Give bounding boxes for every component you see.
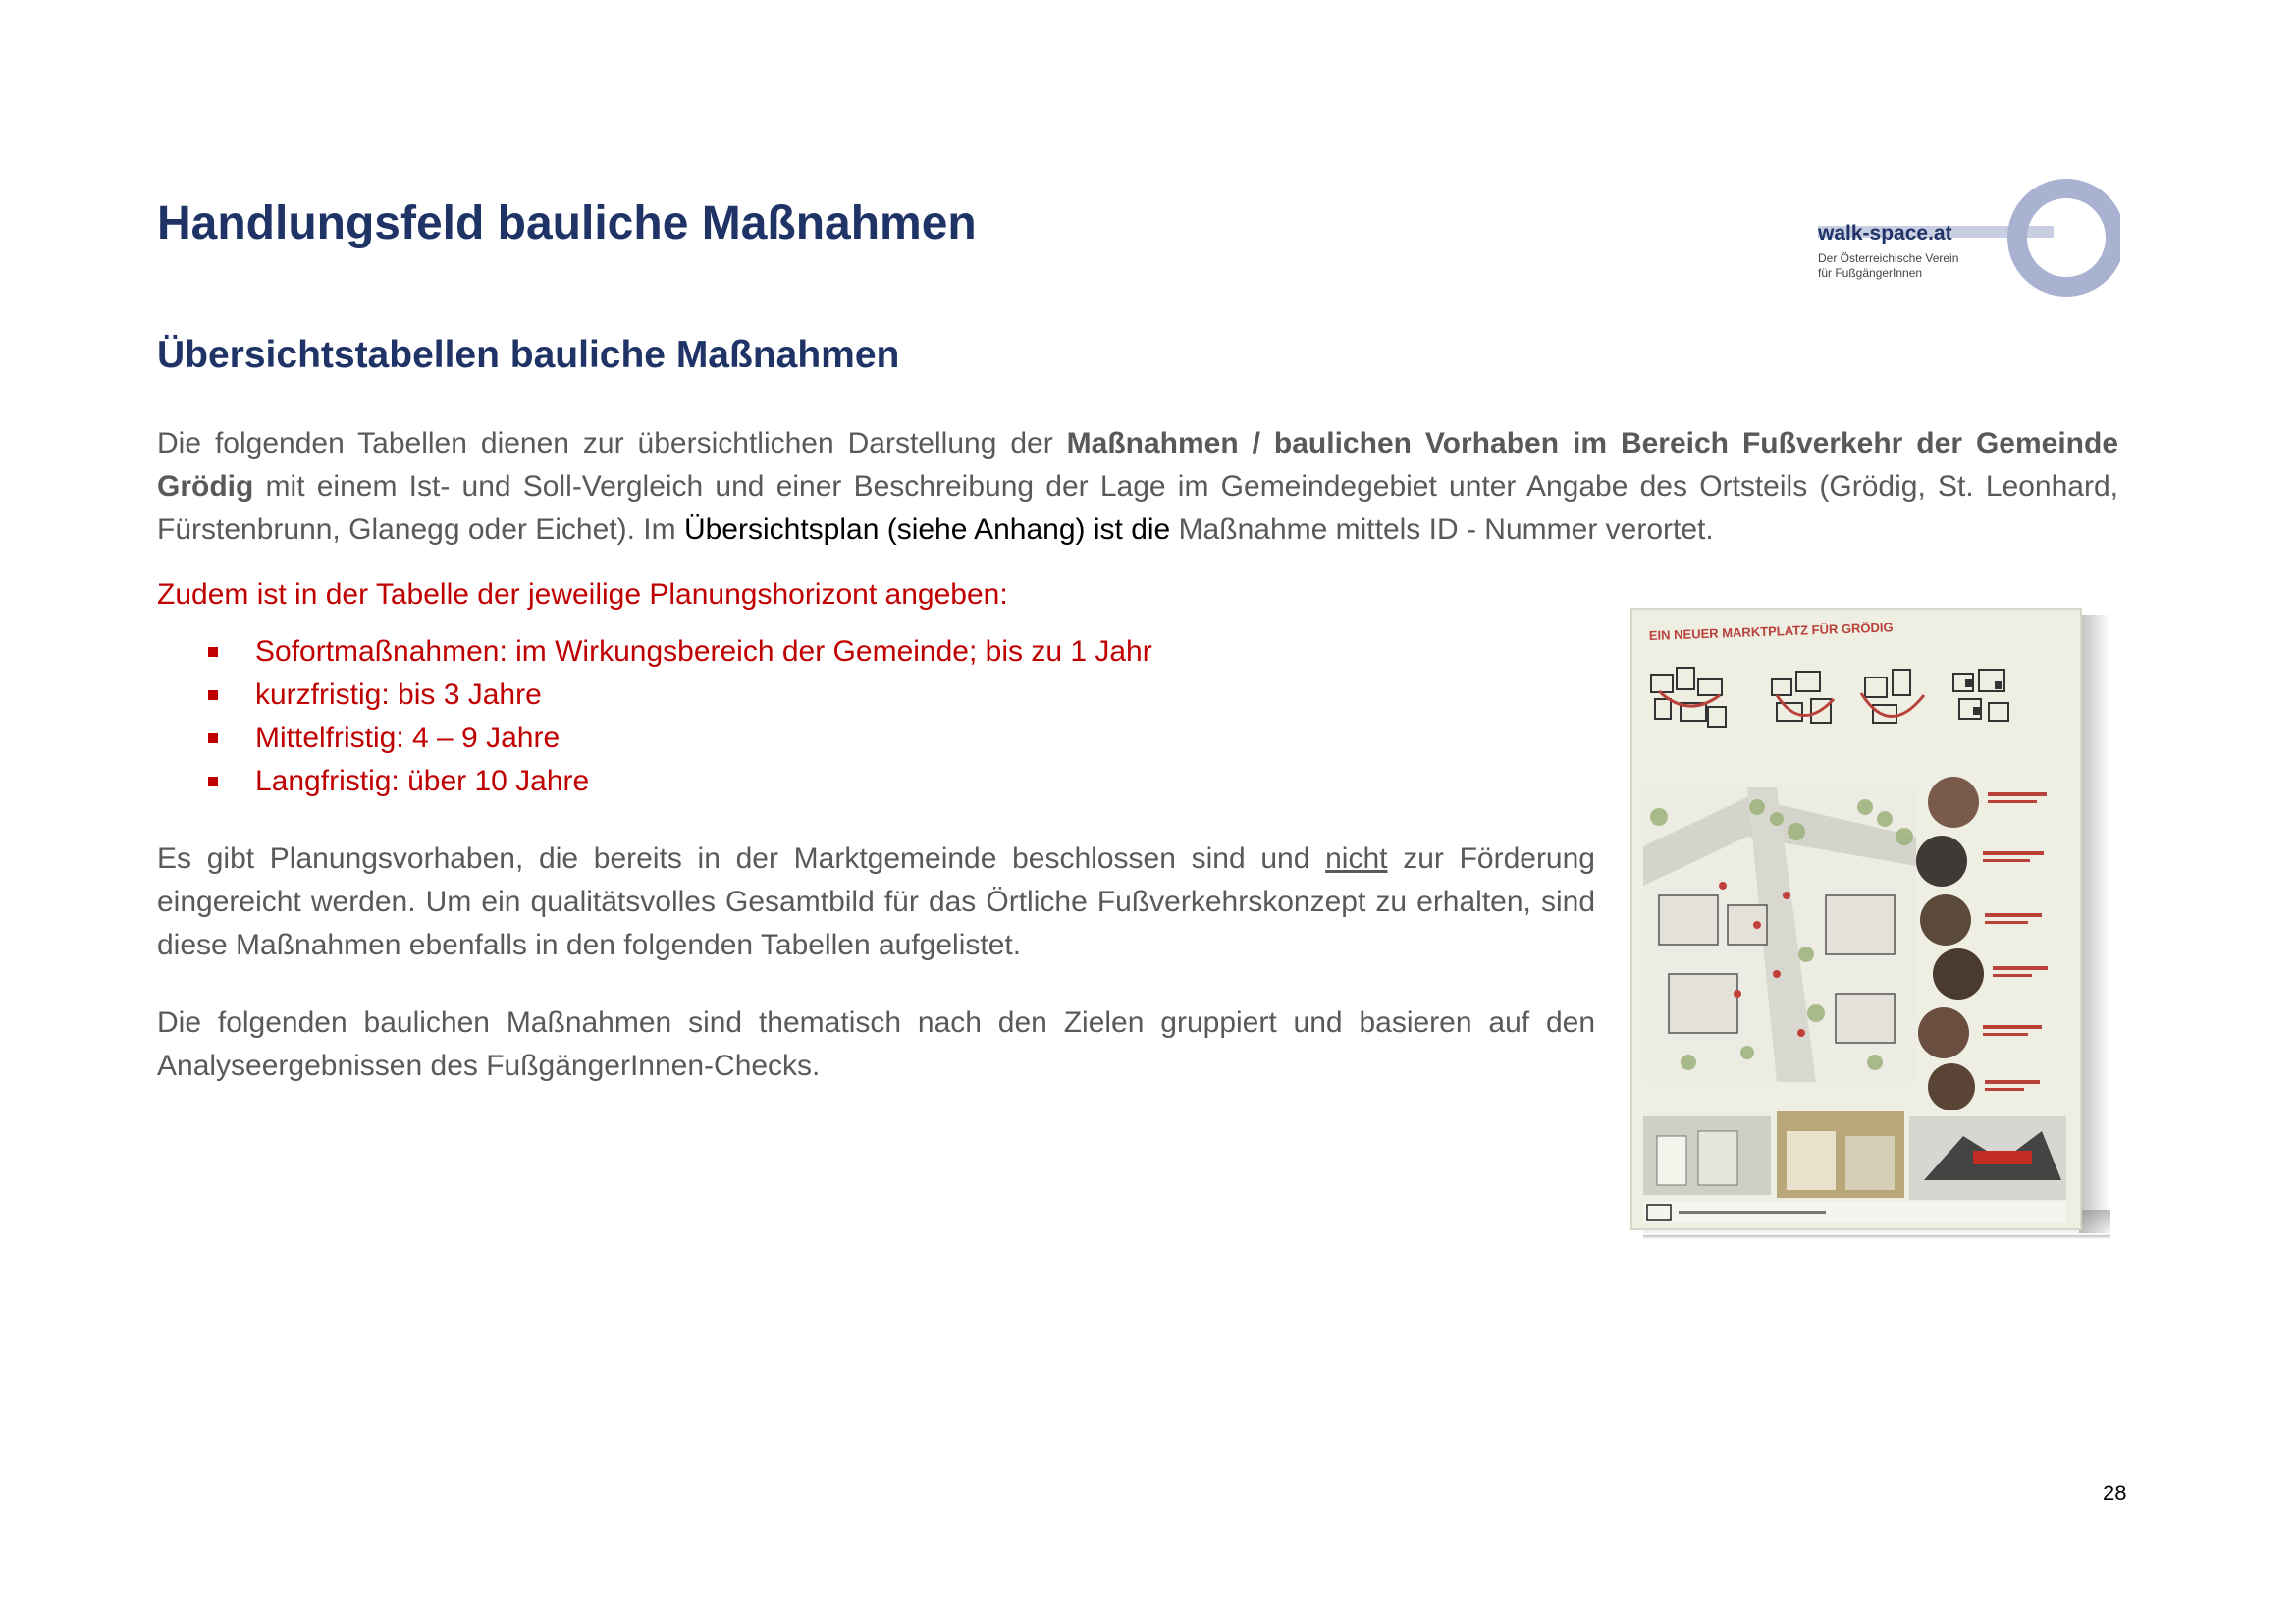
square-bullet-icon xyxy=(208,690,218,700)
intro-text-bold: Maßnahmen / baulichen Vorhaben im Bereich Fußverkehr der Gemeinde Grödig xyxy=(157,427,2118,503)
projects-text-a: Es gibt Planungsvorhaben, die bereits in der Marktgemeinde beschlossen sind und xyxy=(157,842,1326,875)
list-item xyxy=(206,630,1152,674)
logo-name: walk-space.at xyxy=(1818,222,1952,244)
intro-text-a: Die folgenden Tabellen dienen zur übersichtlichen Darstellung der xyxy=(157,427,1067,460)
list-item-text: Sofortmaßnahmen: im Wirkungsbereich der Gemeinde; bis zu 1 Jahr xyxy=(255,635,1152,668)
planning-projects-paragraph xyxy=(157,838,1595,967)
marketplace-poster-image xyxy=(1629,601,2120,1239)
intro-text-b: mit einem Ist- und Soll-Vergleich und einer Beschreibung der Lage im Gemeindegebiet unter Angabe des Ortsteils (Grödig, St. Leonhard, Fürstenbrunn, Glanegg oder Eichet). Im xyxy=(157,470,2118,546)
logo-tagline-1: Der Österreichische Verein xyxy=(1818,251,1959,265)
page-number: 28 xyxy=(2103,1481,2127,1505)
planning-horizon-intro: Zudem ist in der Tabelle der jeweilige Planungshorizont angeben: xyxy=(157,578,1008,611)
square-bullet-icon xyxy=(208,777,218,786)
poster-heading: EIN NEUER MARKTPLATZ FÜR GRÖDIG xyxy=(1648,620,1894,643)
grouping-paragraph: Die folgenden baulichen Maßnahmen sind thematisch nach den Zielen gruppiert und basieren auf den Analyseergebnissen des FußgängerInnen-Checks. xyxy=(157,1006,1595,1082)
square-bullet-icon xyxy=(208,647,218,657)
list-item-text: Mittelfristig: 4 – 9 Jahre xyxy=(255,722,561,754)
square-bullet-icon xyxy=(208,733,218,743)
list-item-text: kurzfristig: bis 3 Jahre xyxy=(255,678,542,711)
list-item-text: Langfristig: über 10 Jahre xyxy=(255,765,590,797)
walk-space-logo xyxy=(1816,177,2120,299)
projects-text-b: zur Förderung eingereicht werden. Um ein qualitätsvolles Gesamtbild für das Örtliche Fußverkehrskonzept zu erhalten, sind diese Maßnahmen ebenfalls in den folgenden Tabellen aufgelistet. xyxy=(157,842,1595,961)
list-item xyxy=(206,717,1152,760)
overview-plan-reference: Übersichtsplan (siehe Anhang) ist die xyxy=(683,514,1171,546)
section-subtitle: Übersichtstabellen bauliche Maßnahmen xyxy=(157,334,900,376)
list-item xyxy=(206,760,1152,803)
logo-tagline-2: für FußgängerInnen xyxy=(1818,266,1923,280)
page-title: Handlungsfeld bauliche Maßnahmen xyxy=(157,197,977,249)
projects-text-underline: nicht xyxy=(1325,842,1388,875)
intro-text-c: Maßnahme mittels ID - Nummer verortet. xyxy=(1170,514,1714,546)
planning-horizon-list xyxy=(206,630,1152,803)
list-item xyxy=(206,674,1152,717)
intro-paragraph xyxy=(157,422,2118,552)
poster-illustration xyxy=(1629,601,2120,1239)
